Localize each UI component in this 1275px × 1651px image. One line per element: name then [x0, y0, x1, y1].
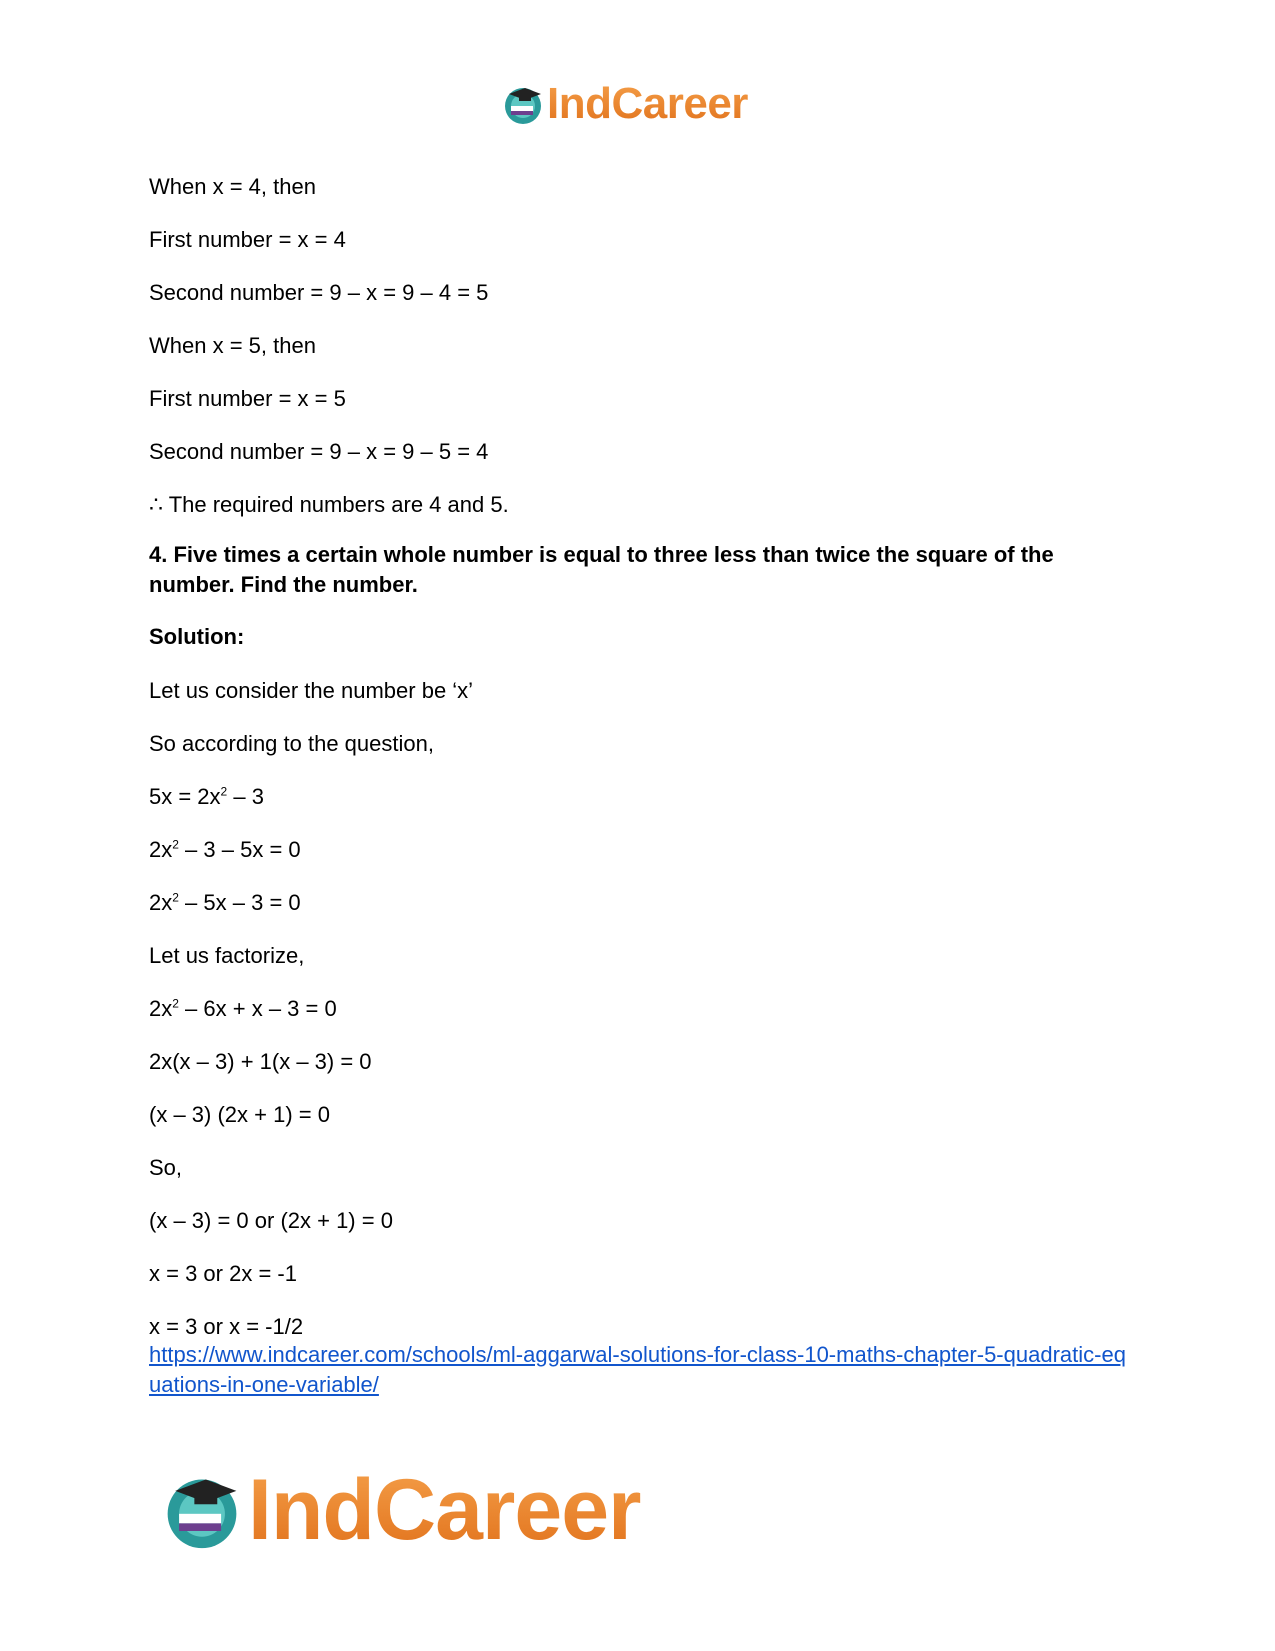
footer-logo	[160, 1460, 641, 1560]
question-heading: 4. Five times a certain whole number is equal to three less than twice the square of the number. Find the number.	[149, 542, 1054, 597]
graduation-cap-globe-icon	[501, 82, 545, 126]
brand-name: IndCareer	[248, 1461, 641, 1558]
brand-name: IndCareer	[547, 79, 748, 128]
text-line: When x = 4, then	[149, 174, 316, 199]
equation-line: $2x^2 - 3 - 5x = 0$	[149, 837, 301, 862]
text-line: So according to the question,	[149, 731, 434, 756]
equation-line: (x – 3) = 0 or (2x + 1) = 0	[149, 1208, 393, 1233]
text-line: Second number = 9 – x = 9 – 4 = 5	[149, 280, 489, 305]
text-line: First number = x = 4	[149, 227, 346, 252]
solution-label: Solution:	[149, 624, 245, 649]
equation-line: x = 3 or 2x = -1	[149, 1261, 297, 1286]
equation-line: $5x = 2x^2 - 3$	[149, 784, 264, 809]
equation-line: $2x^2 - 6x + x - 3 = 0$	[149, 996, 337, 1021]
text-line: Let us factorize,	[149, 943, 305, 968]
text-line: Let us consider the number be ‘x’	[149, 678, 474, 703]
equation-line: $2x^2 - 5x - 3 = 0$	[149, 890, 301, 915]
equation-line: (x – 3) (2x + 1) = 0	[149, 1102, 330, 1127]
text-line: So,	[149, 1155, 183, 1180]
conclusion-line: ∴ The required numbers are 4 and 5.	[149, 492, 509, 517]
equation-line: x = 3 or x = -1/2	[149, 1314, 304, 1339]
equation-line: 2x(x – 3) + 1(x – 3) = 0	[149, 1049, 372, 1074]
text-line: Second number = 9 – x = 9 – 5 = 4	[149, 439, 489, 464]
text-line: First number = x = 5	[149, 386, 346, 411]
text-line: When x = 5, then	[149, 333, 316, 358]
graduation-cap-globe-icon	[160, 1468, 244, 1552]
source-link[interactable]: https://www.indcareer.com/schools/ml-aggarwal-solutions-for-class-10-maths-chapter-5-quadratic-equations-in-one-variable/	[149, 1342, 1126, 1397]
header-logo	[501, 80, 748, 128]
